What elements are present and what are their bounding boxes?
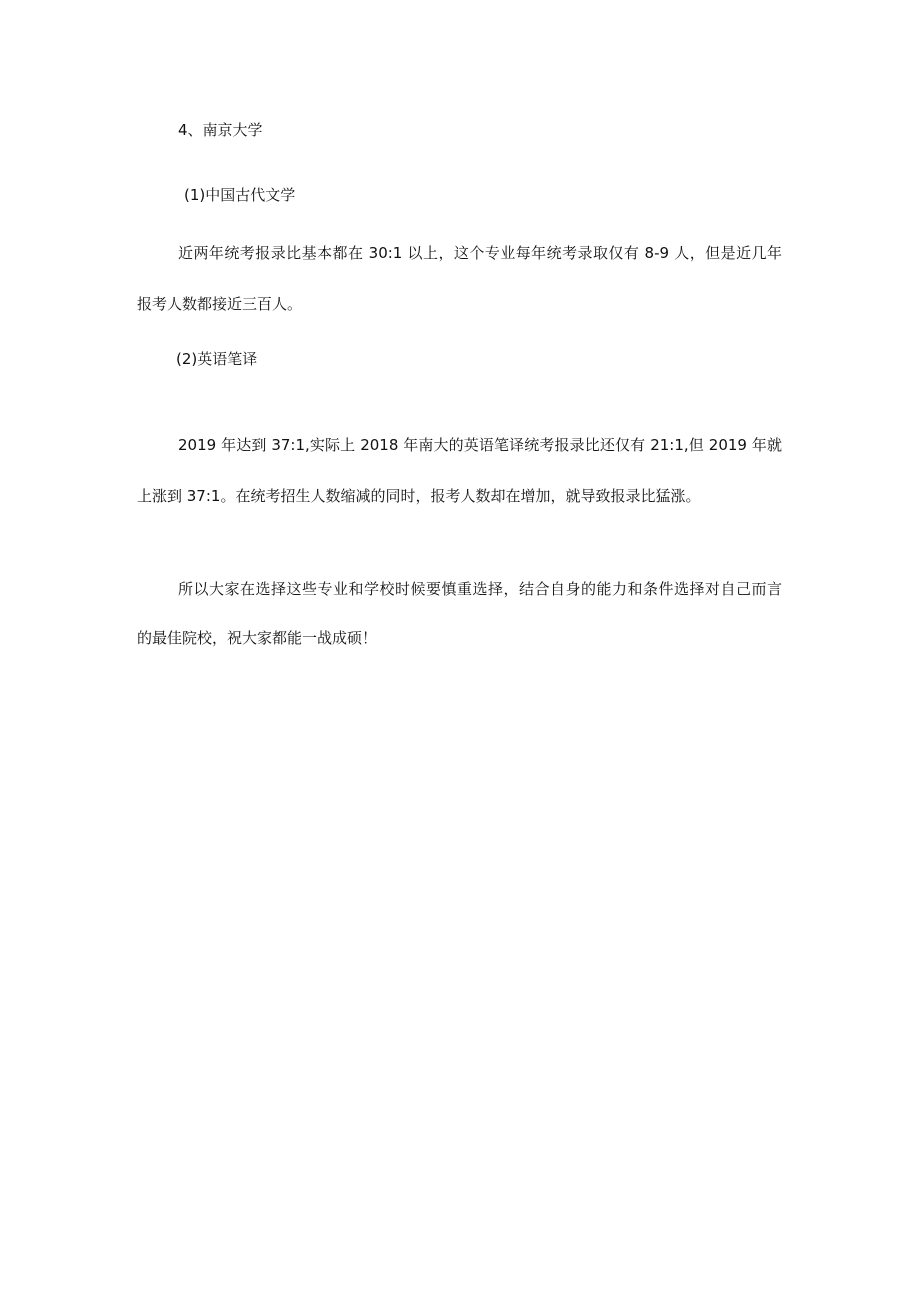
item-heading-english-translation: (2)英语笔译 [176,350,258,368]
conclusion-line: 所以大家在选择这些专业和学校时候要慎重选择，结合自身的能力和条件选择对自己而言 [178,580,782,598]
paragraph-line: 2019 年达到 37:1,实际上 2018 年南大的英语笔译统考报录比还仅有 21:1,但 2019 年就 [178,436,782,454]
conclusion-line: 的最佳院校，祝大家都能一战成硕！ [137,629,378,647]
item-heading-chinese-ancient-literature: (1)中国古代文学 [184,186,296,204]
section-heading: 4、南京大学 [178,121,263,139]
paragraph-line: 近两年统考报录比基本都在 30:1 以上，这个专业每年统考录取仅有 8-9 人，但是近几年 [178,244,782,262]
paragraph-line: 上涨到 37:1。在统考招生人数缩减的同时，报考人数却在增加，就导致报录比猛涨。 [137,487,701,505]
paragraph-line: 报考人数都接近三百人。 [137,295,303,313]
